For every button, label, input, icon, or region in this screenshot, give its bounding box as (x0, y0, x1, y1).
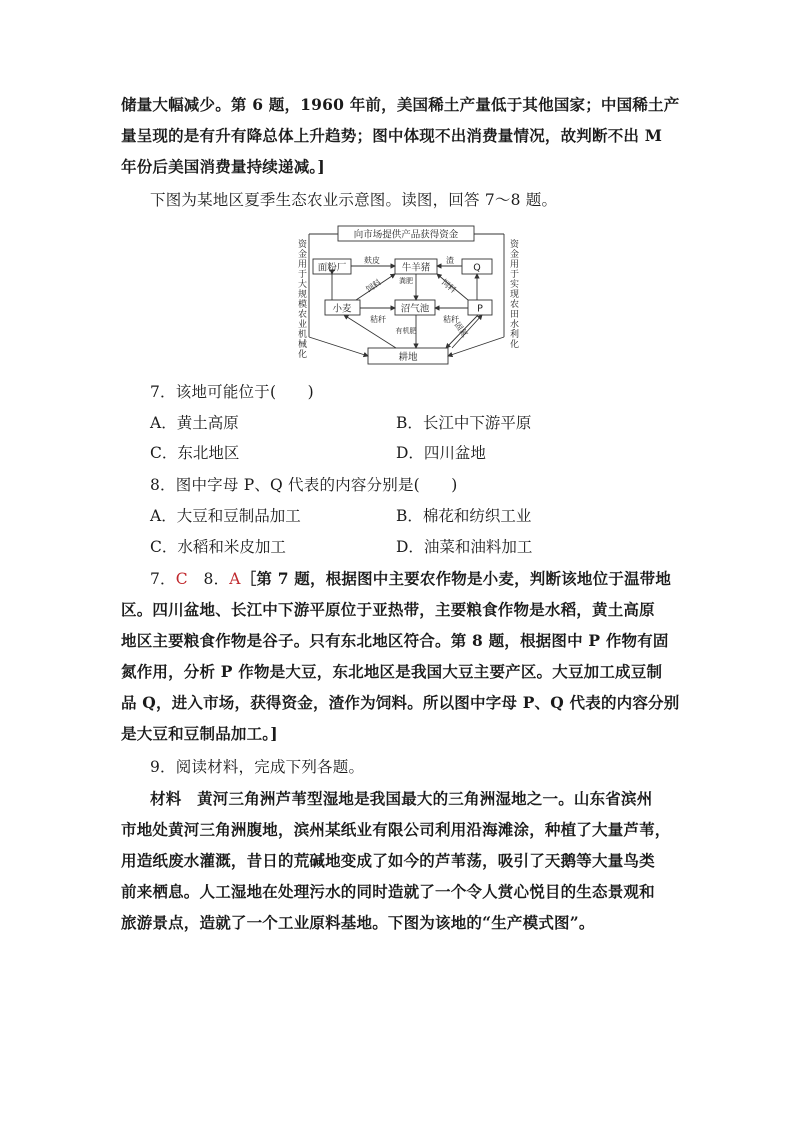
market-label: 向市场提供产品获得资金 (353, 229, 459, 241)
material-line: 用造纸废水灌溉，昔日的荒碱地变成了如今的芦苇荡，吸引了天鹅等大量鸟类 (121, 851, 655, 870)
nitrogen-fixation-label: 固氮 (452, 320, 470, 339)
answer-7: C (175, 570, 188, 588)
manure-label: 粪肥 (399, 277, 413, 285)
q8-option-a: A．大豆和豆制品加工 (150, 507, 301, 525)
diagram-intro: 下图为某地区夏季生态农业示意图。读图，回答 7～8 题。 (150, 191, 558, 209)
left-side-caption: 资金用于大规模农业机械化 (296, 239, 306, 359)
diagram-svg (296, 225, 526, 371)
q7-option-c: C．东北地区 (150, 444, 240, 462)
feed-left-label: 饲料 (364, 277, 383, 295)
p-label: P (477, 303, 483, 315)
material-line: 旅游景点，造就了一个工业原料基地。下图为该地的“生产模式图”。 (121, 913, 595, 932)
q8-option-b: B．棉花和纺织工业 (396, 507, 532, 525)
q9-stem: 9．阅读材料，完成下列各题。 (150, 758, 365, 776)
straw-left-label: 秸秆 (370, 315, 386, 324)
answer-num-8: 8． (203, 570, 230, 588)
answer-num-7: 7． (150, 570, 176, 588)
q7-option-a: A．黄土高原 (150, 414, 239, 432)
answer-first-line (150, 567, 710, 591)
q8-option-c: C．水稻和米皮加工 (150, 538, 286, 556)
answer-line: 是大豆和豆制品加工。] (121, 724, 278, 743)
biogas-label: 沼气池 (400, 303, 430, 315)
q7-option-b: B．长江中下游平原 (396, 414, 532, 432)
paragraph-line: 年份后美国消费量持续递减。] (121, 157, 325, 176)
organic-fertilizer-label: 有机肥 (395, 327, 417, 335)
q7-option-d: D．四川盆地 (396, 444, 486, 462)
bran-label: 麸皮 (364, 256, 380, 265)
right-side-caption: 资金用于实现农田水利化 (508, 239, 518, 349)
eco-agriculture-diagram (296, 225, 526, 371)
answer-line: 氮作用，分析 P 作物是大豆，东北地区是我国大豆主要产区。大豆加工成豆制 (121, 662, 663, 681)
q-label: Q (473, 262, 481, 274)
answer-8: A (229, 570, 241, 588)
flour-mill-label: 面粉厂 (317, 262, 347, 274)
answer-line: 地区主要粮食作物是谷子。只有东北地区符合。第 8 题，根据图中 P 作物有固 (121, 631, 669, 650)
q8-option-d: D．油菜和油料加工 (396, 538, 533, 556)
material-line: 材料 黄河三角洲芦苇型湿地是我国最大的三角洲湿地之一。山东省滨州 (150, 789, 653, 808)
answer-line: 品 Q，进入市场，获得资金，渣作为饲料。所以图中字母 P、Q 代表的内容分别 (121, 693, 680, 712)
livestock-label: 牛羊猪 (401, 262, 431, 274)
feed-right-label: 饲料 (439, 277, 458, 295)
answer-line: 区。四川盆地、长江中下游平原位于亚热带，主要粮食作物是水稻，黄土高原 (121, 600, 655, 619)
paragraph-line: 量呈现的是有升有降总体上升趋势；图中体现不出消费量情况，故判断不出 M (121, 126, 663, 145)
material-line: 市地处黄河三角洲腹地，滨州某纸业有限公司利用沿海滩涂，种植了大量芦苇， (121, 820, 671, 839)
q7-stem: 7．该地可能位于( ) (150, 383, 314, 401)
paragraph-line: 储量大幅减少。第 6 题，1960 年前，美国稀土产量低于其他国家；中国稀土产 (121, 95, 680, 114)
material-line: 前来栖息。人工湿地在处理污水的同时造就了一个令人赏心悦目的生态景观和 (121, 882, 655, 901)
farmland-label: 耕地 (398, 352, 418, 363)
answer-line: ［第 7 题，根据图中主要农作物是小麦，判断该地位于温带地 (240, 569, 672, 588)
residue-label: 渣 (446, 256, 454, 265)
q8-stem: 8．图中字母 P、Q 代表的内容分别是( ) (150, 476, 458, 494)
straw-right-label: 秸秆 (443, 315, 459, 324)
wheat-label: 小麦 (332, 303, 352, 315)
